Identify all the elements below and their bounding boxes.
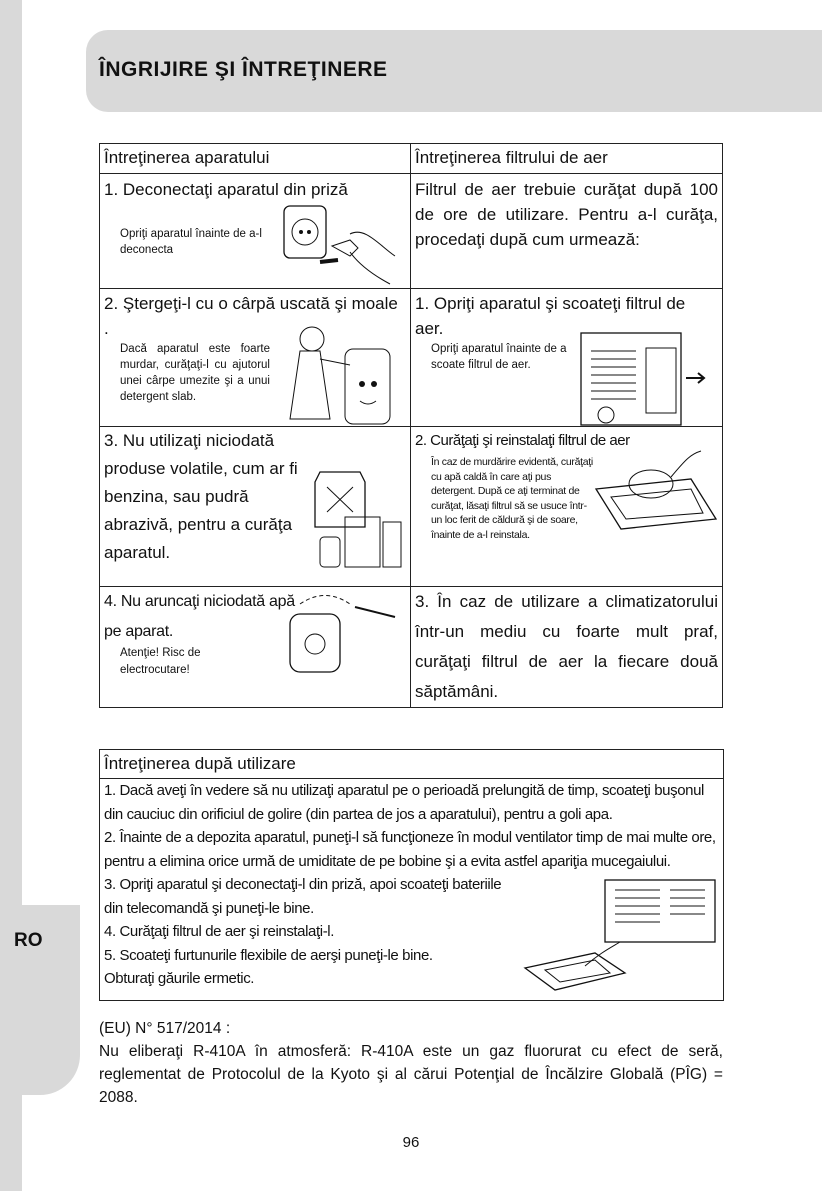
step-clean-filter-note: În caz de murdărire evidentă, curăţaţi cu apă caldă în care aţi pus detergent. După ce aţi terminat de curăţat, lăsaţi filtrul să se usuce într-un loc ferit de căldură şi de soare, înainte de a-l reinstala. <box>431 456 593 541</box>
maintenance-table <box>99 143 723 708</box>
storage-illustration <box>505 878 720 998</box>
step-no-water-cell <box>100 587 411 708</box>
step-dusty-environment-cell <box>411 587 723 708</box>
step-wipe-cell <box>100 289 411 427</box>
regulation-text: Nu eliberaţi R-410A în atmosferă: R-410A este un gaz fluorurat cu efect de seră, reglementat de Protocolul de la Kyoto şi al cărui Potenţial de Încălzire Globală (PÎG) = 2088. <box>99 1043 723 1106</box>
step-clean-filter-title: 2. Curăţaţi şi reinstalaţi filtrul de aer <box>415 432 630 449</box>
step-no-volatile-title: 3. Nu utilizaţi niciodată produse volatile, cum ar fi benzina, sau pudră abrazivă, pentru a curăţa aparatul. <box>104 431 298 562</box>
filter-washing-illustration <box>591 449 719 541</box>
after-use-section <box>99 749 724 1001</box>
after-use-item-2: 2. Înainte de a depozita aparatul, puneţi-l să funcţioneze în modul ventilator timp de mai multe ore, pentru a elimina orice urmă de umiditate de pe bobine şi a evita astfel apariţia mucegaiului. <box>104 829 716 870</box>
step-no-water-note: Atenţie! Risc de electrocutare! <box>120 647 201 676</box>
after-use-item-3: 3. Opriţi aparatul şi deconectaţi-l din priză, apoi scoateţi bateriile din telecomandă şi puneţi-le bine. <box>104 876 502 917</box>
after-use-item-1: 1. Dacă aveţi în vedere să nu utilizaţi aparatul pe o perioadă prelungită de timp, scoateţi buşonul din cauciuc din orificiul de golire (din partea de jos a aparatului), pentru a goli apa. <box>104 782 704 823</box>
page-title: ÎNGRIJIRE ŞI ÎNTREŢINERE <box>99 58 388 81</box>
step-wipe-note: Dacă aparatul este foarte murdar, curăţaţi-l cu ajutorul unei cârpe umezite şi a unui detergent slab. <box>120 343 270 403</box>
after-use-item-5: 5. Scoateţi furtunurile flexibile de aerşi puneţi-le bine. Obturaţi găurile ermetic. <box>104 946 433 987</box>
right-column-heading: Întreţinerea filtrului de aer <box>411 144 723 174</box>
step-remove-filter-cell <box>411 289 723 427</box>
filter-intro-text: Filtrul de aer trebuie curăţat după 100 de ore de utilizare. Pentru a-l curăţa, procedaţi după cum urmează: <box>415 180 718 249</box>
filter-intro-cell <box>411 174 723 289</box>
water-hazard-illustration <box>280 589 405 679</box>
page-number: 96 <box>402 1134 420 1151</box>
step-unplug-cell <box>100 174 411 289</box>
step-dusty-environment-text: 3. În caz de utilizare a climatizatorului într-un mediu cu foarte mult praf, curăţaţi filtrul de aer la fiecare două săptămâni. <box>415 592 718 701</box>
wiping-illustration <box>270 319 405 427</box>
step-clean-filter-cell <box>411 427 723 587</box>
plug-illustration <box>280 196 400 286</box>
after-use-item-4: 4. Curăţaţi filtrul de aer şi reinstalaţi-l. <box>104 923 334 940</box>
regulation-reference: (EU) N° 517/2014 : <box>99 1020 231 1037</box>
step-no-water-title: 4. Nu aruncaţi niciodată apă pe aparat. <box>104 593 295 640</box>
step-remove-filter-note: Opriţi aparatul înainte de a scoate filtrul de aer. <box>431 343 567 371</box>
language-label: RO <box>14 930 43 951</box>
after-use-title: Întreţinerea după utilizare <box>100 750 723 779</box>
solvent-cans-illustration <box>305 452 405 572</box>
step-unplug-note: Opriţi aparatul înainte de a-l deconecta <box>120 228 262 256</box>
step-no-volatile-cell <box>100 427 411 587</box>
filter-removal-illustration <box>576 323 716 427</box>
step-wipe-title: 2. Ştergeţi-l cu o cârpă uscată şi moale . <box>104 294 398 338</box>
step-unplug-title: 1. Deconectaţi aparatul din priză <box>104 180 348 199</box>
left-column-heading: Întreţinerea aparatului <box>100 144 411 174</box>
regulation-notice <box>99 1017 723 1109</box>
step-remove-filter-title: 1. Opriţi aparatul şi scoateţi filtrul de aer. <box>415 294 686 338</box>
